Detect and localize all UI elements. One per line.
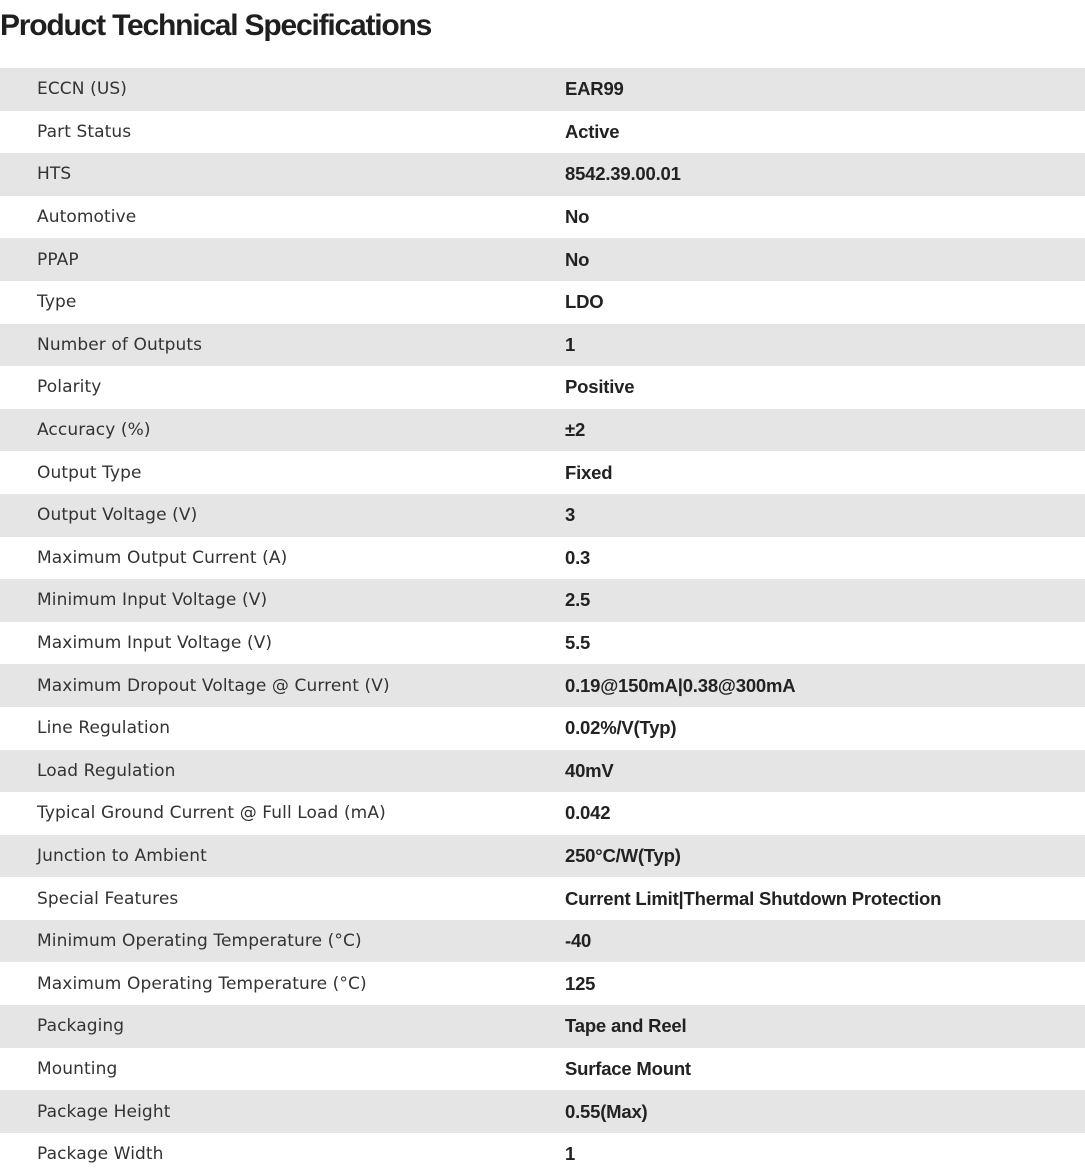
spec-value: 250°C/W(Typ) <box>565 844 681 866</box>
table-row <box>0 494 1085 537</box>
spec-label: Packaging <box>37 1016 125 1037</box>
table-row <box>0 238 1085 281</box>
table-row <box>0 409 1085 452</box>
spec-label: HTS <box>37 164 72 185</box>
spec-label: Maximum Dropout Voltage @ Current (V) <box>37 675 390 696</box>
spec-table-body <box>0 68 1085 1175</box>
table-row <box>0 281 1085 324</box>
table-row <box>0 366 1085 409</box>
table-row <box>0 537 1085 580</box>
spec-value: Positive <box>565 376 635 398</box>
spec-value: 8542.39.00.01 <box>565 163 681 185</box>
table-row <box>0 835 1085 878</box>
table-row <box>0 664 1085 707</box>
spec-value: 0.3 <box>565 546 591 568</box>
spec-value: 40mV <box>565 759 614 781</box>
spec-label: PPAP <box>37 249 79 270</box>
spec-label: ECCN (US) <box>37 79 128 100</box>
spec-label: Load Regulation <box>37 760 176 781</box>
spec-value: 0.042 <box>565 802 611 824</box>
spec-label: Maximum Output Current (A) <box>37 547 288 568</box>
table-row <box>0 750 1085 793</box>
table-row <box>0 451 1085 494</box>
table-row <box>0 707 1085 750</box>
spec-label: Number of Outputs <box>37 334 203 355</box>
spec-value: Fixed <box>565 461 613 483</box>
spec-value: ±2 <box>565 419 586 441</box>
spec-value: Tape and Reel <box>565 1015 687 1037</box>
spec-label: Maximum Input Voltage (V) <box>37 633 273 654</box>
spec-value: No <box>565 206 590 228</box>
spec-label: Mounting <box>37 1058 118 1079</box>
spec-value: 1 <box>565 1143 576 1165</box>
table-row <box>0 1133 1085 1175</box>
table-row <box>0 877 1085 920</box>
table-row <box>0 1090 1085 1133</box>
spec-label: Typical Ground Current @ Full Load (mA) <box>37 803 386 824</box>
spec-label: Package Width <box>37 1144 164 1165</box>
table-row <box>0 622 1085 665</box>
spec-value: -40 <box>565 930 592 952</box>
spec-value: 5.5 <box>565 632 591 654</box>
spec-label: Minimum Operating Temperature (°C) <box>37 931 362 952</box>
table-row <box>0 111 1085 154</box>
spec-value: 3 <box>565 504 576 526</box>
spec-label: Automotive <box>37 207 137 228</box>
spec-label: Polarity <box>37 377 102 398</box>
spec-value: No <box>565 248 590 270</box>
table-row <box>0 153 1085 196</box>
table-row <box>0 962 1085 1005</box>
spec-value: 125 <box>565 972 596 994</box>
spec-label: Output Type <box>37 462 142 483</box>
spec-label: Part Status <box>37 121 132 142</box>
spec-label: Junction to Ambient <box>37 845 207 866</box>
spec-label: Line Regulation <box>37 718 171 739</box>
table-row <box>0 196 1085 239</box>
table-row <box>0 324 1085 367</box>
spec-value: Current Limit|Thermal Shutdown Protection <box>565 887 942 909</box>
table-row <box>0 579 1085 622</box>
page-title: Product Technical Specifications <box>0 9 432 42</box>
spec-value: 2.5 <box>565 589 591 611</box>
spec-value: LDO <box>565 291 604 313</box>
spec-value: 0.02%/V(Typ) <box>565 717 677 739</box>
spec-value: Surface Mount <box>565 1057 691 1079</box>
table-row <box>0 1005 1085 1048</box>
table-row <box>0 792 1085 835</box>
spec-table <box>0 68 1085 1175</box>
spec-value: Active <box>565 120 620 142</box>
spec-label: Minimum Input Voltage (V) <box>37 590 268 611</box>
spec-value: EAR99 <box>565 78 624 100</box>
spec-label: Output Voltage (V) <box>37 505 198 526</box>
spec-label: Package Height <box>37 1101 171 1122</box>
spec-label: Special Features <box>37 888 179 909</box>
table-row <box>0 920 1085 963</box>
table-row <box>0 1048 1085 1091</box>
spec-label: Maximum Operating Temperature (°C) <box>37 973 367 994</box>
spec-label: Type <box>37 292 77 313</box>
table-row <box>0 68 1085 111</box>
spec-label: Accuracy (%) <box>37 420 151 441</box>
spec-value: 0.55(Max) <box>565 1100 648 1122</box>
spec-value: 1 <box>565 333 576 355</box>
spec-value: 0.19@150mA|0.38@300mA <box>565 674 796 696</box>
